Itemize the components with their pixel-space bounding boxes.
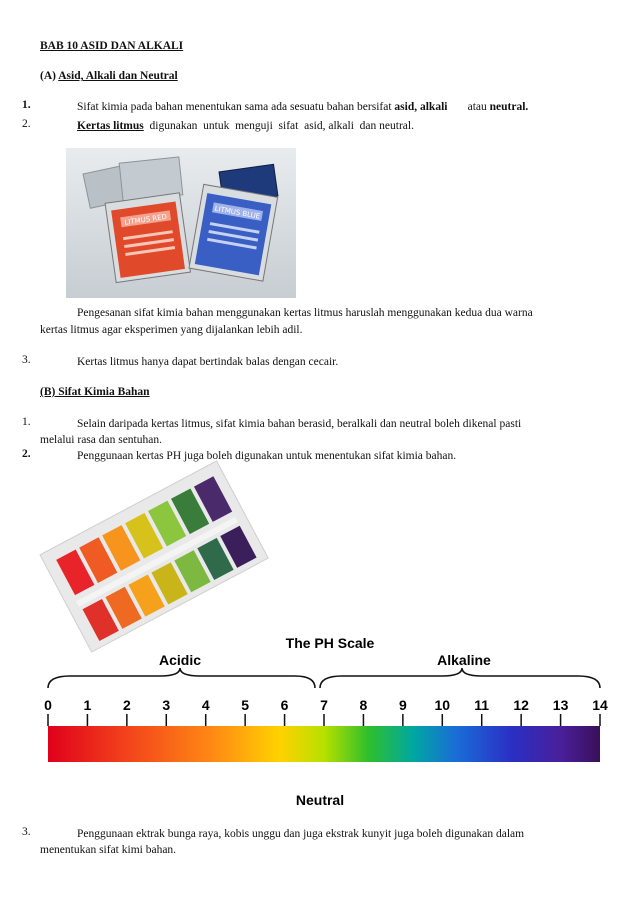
item-a2-rest: digunakan untuk menguji sifat asid, alkali dan neutral. [143, 120, 414, 132]
litmus-paper-photo [66, 148, 296, 298]
item-b3-line1: Penggunaan ektrak bunga raya, kobis unggu dan juga ekstrak kunyit juga boleh digunakan dalam [77, 828, 525, 840]
neutral-label: Neutral [295, 792, 345, 808]
acidic-brace [48, 668, 315, 688]
item-a1-bold1: asid, alkali [394, 101, 448, 113]
item-b3-number: 3. [22, 826, 31, 838]
ph-scale-diagram [30, 628, 608, 813]
ph-tick-label: 6 [280, 697, 289, 713]
ph-color-bar [48, 726, 600, 762]
ph-tick-label: 14 [592, 697, 608, 713]
item-b1-number: 1. [22, 416, 31, 428]
ph-tick-label: 5 [241, 697, 250, 713]
item-a2-number: 2. [22, 118, 31, 130]
item-a2-text [77, 118, 414, 134]
alkaline-label: Alkaline [437, 652, 491, 668]
item-b1-line1: Selain daripada kertas litmus, sifat kimia bahan berasid, beralkali dan neutral boleh dikenal pasti [77, 418, 522, 430]
ph-tick-label: 4 [201, 697, 210, 713]
item-a3-text: Kertas litmus hanya dapat bertindak balas dengan cecair. [77, 356, 339, 368]
ph-tick-label: 0 [44, 697, 52, 713]
ph-tick-label: 2 [122, 697, 131, 713]
section-a-heading [40, 68, 178, 84]
item-b3-line2: menentukan sifat kimi bahan. [40, 844, 177, 856]
item-a1-text [77, 99, 528, 115]
item-a1-number: 1. [22, 99, 31, 111]
ph-paper-photo [40, 475, 250, 625]
ph-tick-label: 11 [474, 697, 490, 713]
item-a1-bold2: neutral. [489, 101, 529, 113]
ph-tick-label: 7 [320, 697, 328, 713]
item-a3-number: 3. [22, 354, 31, 366]
ph-tick-label: 3 [162, 697, 171, 713]
item-b2-number: 2. [22, 448, 31, 460]
item-b2-text: Penggunaan kertas PH juga boleh digunakan untuk menentukan sifat kimia bahan. [77, 450, 457, 462]
ph-scale-title: The PH Scale [285, 635, 375, 651]
alkaline-brace [320, 668, 600, 688]
ph-tick-label: 9 [398, 697, 407, 713]
item-a1-pre: Sifat kimia pada bahan menentukan sama ada sesuatu bahan bersifat [77, 101, 395, 113]
litmus-paragraph-line1: Pengesanan sifat kimia bahan menggunakan kertas litmus haruslah menggunakan kedua dua warna [77, 307, 533, 319]
litmus-paragraph-line2: kertas litmus agar eksperimen yang dijalankan lebih adil. [40, 324, 303, 336]
litmus-red-label: LITMUS RED [124, 212, 168, 227]
section-a-label: (A) [40, 70, 56, 82]
litmus-blue-label: LITMUS BLUE [214, 204, 261, 221]
ph-tick-label: 1 [83, 697, 92, 713]
item-a2-boldu: Kertas litmus [77, 120, 144, 132]
ph-tick-label: 8 [359, 697, 368, 713]
chapter-heading: BAB 10 ASID DAN ALKALI [40, 40, 184, 52]
item-b1-line2: melalui rasa dan sentuhan. [40, 434, 162, 446]
section-b-heading: (B) Sifat Kimia Bahan [40, 386, 150, 398]
acidic-label: Acidic [158, 652, 202, 668]
ph-tick-label: 12 [513, 697, 529, 713]
item-a1-mid: atau [447, 101, 490, 113]
section-a-title: Asid, Alkali dan Neutral [58, 70, 178, 82]
ph-tick-label: 13 [552, 697, 569, 713]
ph-tick-label: 10 [434, 697, 451, 713]
